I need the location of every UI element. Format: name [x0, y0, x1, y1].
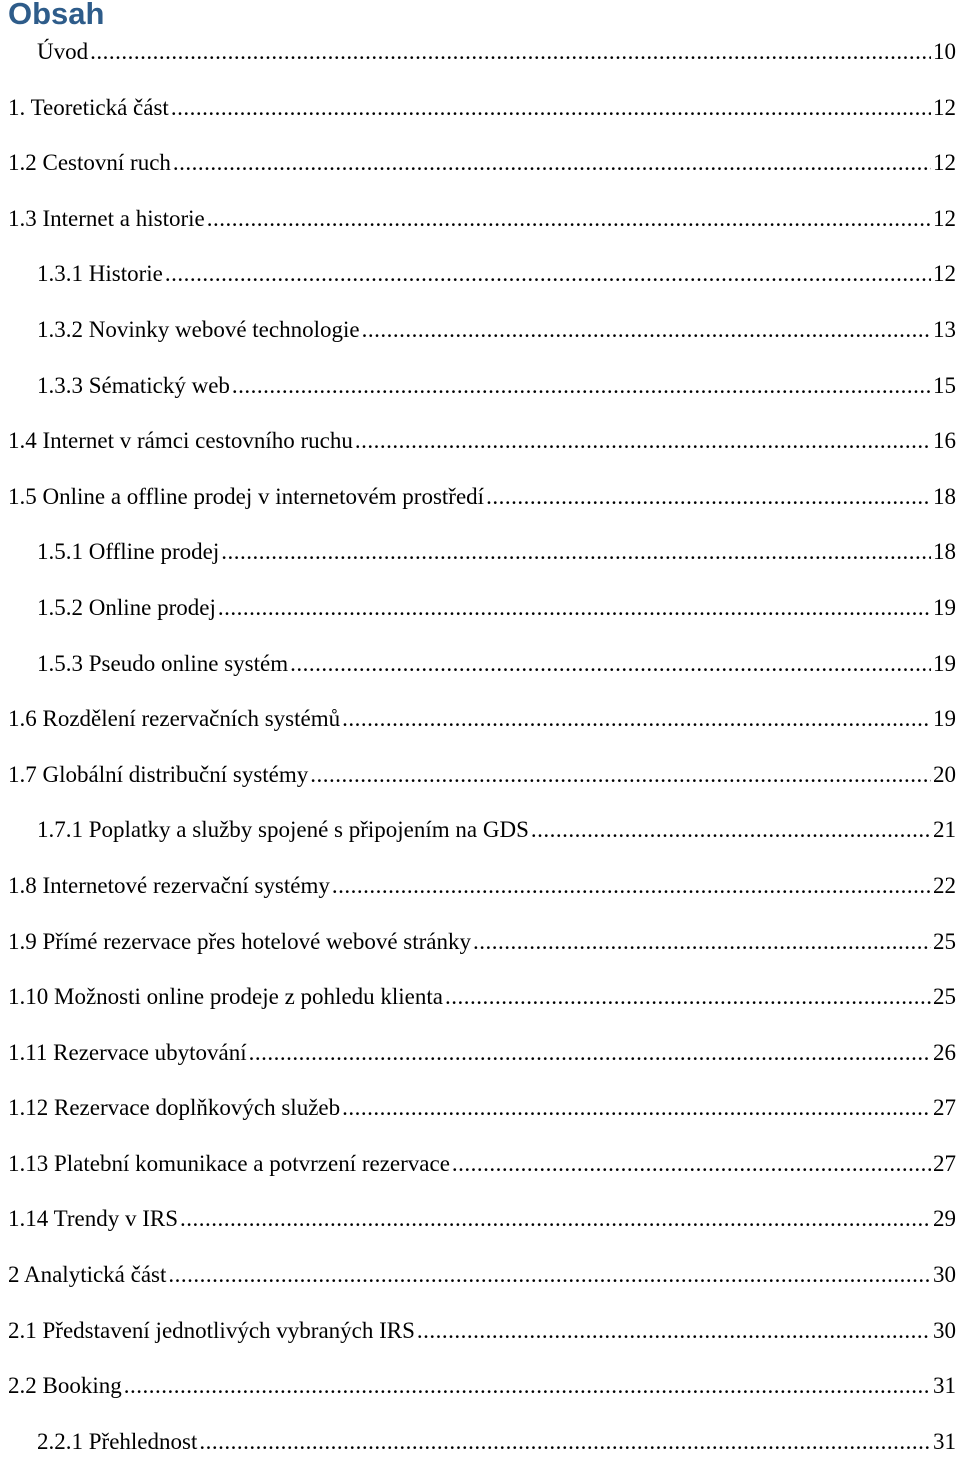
toc-entry[interactable]: [0, 969, 960, 1025]
toc-entry-label: 2 Analytická část: [8, 1262, 167, 1288]
toc-entry-label: 1.12 Rezervace doplňkových služeb: [8, 1095, 341, 1121]
toc-title: Obsah: [8, 0, 105, 31]
toc-dot-leader: [417, 1303, 931, 1359]
toc-entry[interactable]: [0, 1247, 960, 1303]
toc-entry-page-number: 18: [933, 483, 956, 509]
toc-entry[interactable]: [0, 413, 960, 469]
toc-dot-leader: [171, 80, 931, 136]
toc-entry-label: 1.3.1 Historie: [37, 261, 163, 287]
toc-dot-leader: [207, 191, 931, 247]
toc-entry-label: 1.5 Online a offline prodej v internetovém prostředí: [8, 483, 485, 509]
toc-entry-page-number: 19: [933, 706, 956, 732]
toc-entry-label: Úvod: [37, 39, 89, 64]
toc-entry-page-number: 12: [933, 261, 956, 287]
toc-entry-page-number: 26: [933, 1039, 956, 1065]
toc-entry[interactable]: [0, 1025, 960, 1081]
toc-entry-label: 1.3.2 Novinky webové technologie: [37, 316, 360, 342]
toc-entry[interactable]: [0, 191, 960, 247]
toc-entry-label: 1.7.1 Poplatky a služby spojené s připojením na GDS: [37, 817, 529, 843]
toc-entry-page-number: 16: [933, 428, 956, 454]
toc-entry-page-number: 31: [933, 1373, 956, 1399]
toc-entry-label: 2.2.1 Přehlednost: [37, 1428, 198, 1454]
toc-entry-page-number: 19: [933, 650, 956, 676]
toc-entry[interactable]: [0, 24, 960, 80]
toc-entry-label: 1.11 Rezervace ubytování: [8, 1039, 247, 1065]
toc-entry-page-number: 30: [933, 1317, 956, 1343]
toc-dot-leader: [445, 969, 931, 1025]
toc-entry-page-number: 29: [933, 1206, 956, 1232]
toc-dot-leader: [310, 747, 931, 803]
toc-dot-leader: [452, 1136, 931, 1192]
toc-entry-label: 1.6 Rozdělení rezervačních systémů: [8, 706, 341, 732]
toc-entry-page-number: 22: [933, 872, 956, 898]
toc-dot-leader: [180, 1191, 931, 1247]
toc-dot-leader: [290, 636, 931, 692]
toc-entry-page-number: 12: [933, 94, 956, 120]
toc-entry-label: 1.5.2 Online prodej: [37, 594, 216, 620]
toc-dot-leader: [199, 1414, 931, 1469]
toc-entry[interactable]: [0, 524, 960, 580]
toc-entry-page-number: 31: [933, 1428, 956, 1454]
toc-entry-page-number: 18: [933, 539, 956, 565]
toc-entry-page-number: 30: [933, 1262, 956, 1288]
toc-entry-label: 1.4 Internet v rámci cestovního ruchu: [8, 428, 353, 454]
toc-entry-page-number: 15: [933, 372, 956, 398]
toc-entry[interactable]: [0, 80, 960, 136]
toc-entry[interactable]: [0, 858, 960, 914]
toc-entry[interactable]: [0, 802, 960, 858]
toc-entry-page-number: 10: [933, 39, 956, 64]
toc-dot-leader: [249, 1025, 931, 1081]
toc-entry-label: 1.7 Globální distribuční systémy: [8, 761, 309, 787]
toc-dot-leader: [355, 413, 931, 469]
toc-entry-label: 1.13 Platební komunikace a potvrzení rezervace: [8, 1150, 450, 1176]
toc-dot-leader: [232, 358, 931, 414]
toc-entry[interactable]: [0, 246, 960, 302]
toc-dot-leader: [218, 580, 931, 636]
toc-dot-leader: [362, 302, 931, 358]
toc-entry[interactable]: [0, 747, 960, 803]
toc-entry[interactable]: [0, 580, 960, 636]
toc-entry-page-number: 13: [933, 316, 956, 342]
toc-entry[interactable]: [0, 302, 960, 358]
toc-entry-page-number: 25: [933, 928, 956, 954]
toc-dot-leader: [342, 691, 931, 747]
toc-dot-leader: [531, 802, 931, 858]
toc-entry-label: 1.3 Internet a historie: [8, 205, 205, 231]
toc-entry-label: 1.8 Internetové rezervační systémy: [8, 872, 330, 898]
toc-entry-label: 1. Teoretická část: [8, 94, 169, 120]
toc-dot-leader: [173, 135, 931, 191]
toc-dot-leader: [221, 524, 931, 580]
toc-entry[interactable]: [0, 691, 960, 747]
toc-entry-label: 1.5.3 Pseudo online systém: [37, 650, 289, 676]
toc-entry[interactable]: [0, 1358, 960, 1414]
toc-entry[interactable]: [0, 358, 960, 414]
toc-dot-leader: [486, 469, 931, 525]
toc-dot-leader: [342, 1080, 931, 1136]
toc-dot-leader: [165, 246, 931, 302]
toc-entry[interactable]: [0, 1414, 960, 1469]
toc-entry[interactable]: [0, 1303, 960, 1359]
toc-entry[interactable]: [0, 636, 960, 692]
toc-list: [0, 24, 960, 1469]
toc-dot-leader: [332, 858, 931, 914]
toc-entry-page-number: 21: [933, 817, 956, 843]
toc-entry-label: 2.1 Představení jednotlivých vybraných IRS: [8, 1317, 415, 1343]
toc-entry[interactable]: [0, 1136, 960, 1192]
toc-dot-leader: [90, 24, 931, 80]
toc-entry-page-number: 25: [933, 984, 956, 1010]
toc-entry[interactable]: [0, 1080, 960, 1136]
toc-dot-leader: [124, 1358, 931, 1414]
toc-entry-page-number: 12: [933, 150, 956, 176]
toc-entry-label: 1.2 Cestovní ruch: [8, 150, 171, 176]
toc-entry-page-number: 27: [933, 1150, 956, 1176]
toc-entry-label: 1.10 Možnosti online prodeje z pohledu klienta: [8, 984, 443, 1010]
toc-entry-page-number: 27: [933, 1095, 956, 1121]
toc-entry[interactable]: [0, 135, 960, 191]
toc-entry-page-number: 20: [933, 761, 956, 787]
toc-entry-label: 1.3.3 Sématický web: [37, 372, 230, 398]
toc-entry[interactable]: [0, 469, 960, 525]
toc-dot-leader: [168, 1247, 931, 1303]
toc-entry-page-number: 12: [933, 205, 956, 231]
toc-entry-label: 2.2 Booking: [8, 1373, 122, 1399]
toc-entry-label: 1.9 Přímé rezervace přes hotelové webové stránky: [8, 928, 472, 954]
toc-dot-leader: [473, 914, 931, 970]
toc-entry-page-number: 19: [933, 594, 956, 620]
toc-entry-label: 1.14 Trendy v IRS: [8, 1206, 178, 1232]
toc-entry[interactable]: [0, 1191, 960, 1247]
toc-entry[interactable]: [0, 914, 960, 970]
toc-entry-label: 1.5.1 Offline prodej: [37, 539, 220, 565]
